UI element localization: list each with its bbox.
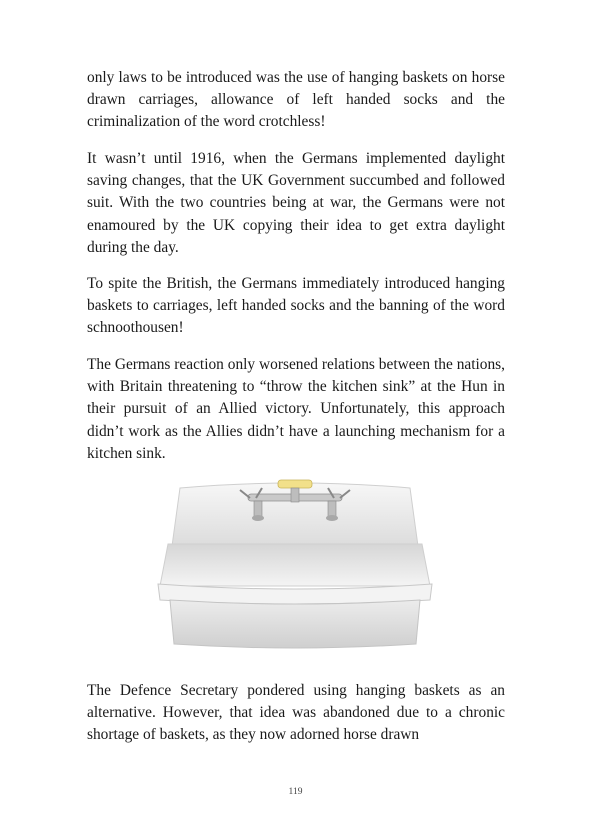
paragraph-5 bbox=[87, 680, 505, 747]
kitchen-sink-icon bbox=[150, 476, 440, 656]
paragraph-4 bbox=[87, 354, 505, 465]
paragraph-1 bbox=[87, 67, 505, 134]
kitchen-sink-image bbox=[150, 476, 440, 656]
paragraph-text: To spite the British, the Germans immediately introduced hanging baskets to carriages, left handed socks and the banning of the word schnoothousen! bbox=[87, 275, 505, 337]
paragraph-text: only laws to be introduced was the use of hanging baskets on horse drawn carriages, allowance of left handed socks and the criminalization of the word crotchless! bbox=[87, 69, 505, 131]
paragraph-text: The Germans reaction only worsened relations between the nations, with Britain threatening to “throw the kitchen sink” at the Hun in their pursuit of an Allied victory. Unfortunately, this approach didn’t work as the Allies didn’t have a launching mechanism for a kitchen sink. bbox=[87, 356, 505, 462]
paragraph-text: It wasn’t until 1916, when the Germans implemented daylight saving changes, that the UK Government succumbed and followed suit. With the two countries being at war, the Germans were not enamoured by the UK copying their idea to get extra daylight during the day. bbox=[87, 150, 505, 256]
paragraph-text: The Defence Secretary pondered using hanging baskets as an alternative. However, that idea was abandoned due to a chronic shortage of baskets, as they now adorned horse drawn bbox=[87, 682, 505, 744]
page-number: 119 bbox=[288, 787, 303, 797]
paragraph-3 bbox=[87, 273, 505, 340]
paragraph-2 bbox=[87, 148, 505, 259]
